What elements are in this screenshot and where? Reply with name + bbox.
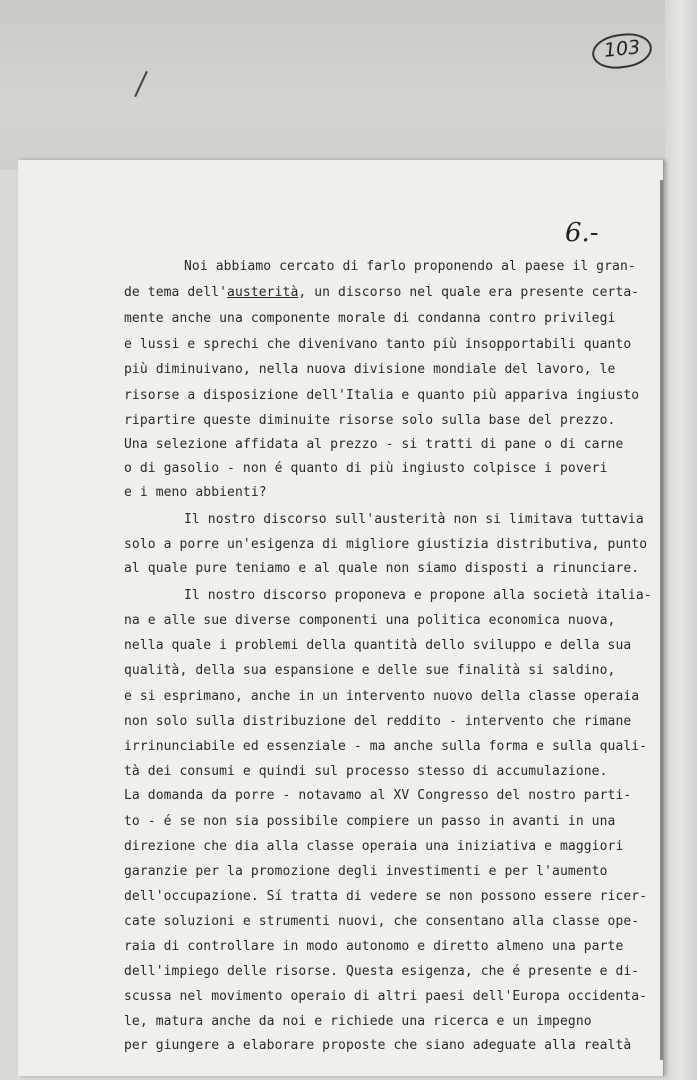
text-line: Il nostro discorso proponeva e propone alla società italia- [184, 588, 652, 603]
text-fragment: de tema dell' [124, 285, 228, 300]
text-line: direzione che dia alla classe operaia una iniziativa e maggiori [124, 839, 624, 854]
text-line: solo a porre un'esigenza di migliore giustizia distributiva, punto [124, 537, 648, 552]
text-line: ripartire queste diminuite risorse solo sulla base del prezzo. [124, 413, 616, 428]
text-line: Noi abbiamo cercato di farlo proponendo al paese il gran- [184, 259, 636, 274]
text-line: risorse a disposizione dell'Italia e quanto più appariva ingiusto [124, 388, 640, 403]
text-line [124, 285, 639, 300]
text-fragment: , un discorso nel quale era presente certa- [298, 285, 640, 300]
text-line: dell'impiego delle risorse. Questa esigenza, che é presente e di- [124, 964, 640, 979]
text-line: mente anche una componente morale di condanna contro privilegi [124, 311, 616, 326]
text-line: più diminuivano, nella nuova divisione mondiale del lavoro, le [124, 362, 616, 377]
text-line: tà dei consumi e quindi sul processo stesso di accumulazione. [124, 764, 608, 779]
page-marker: 6.- [565, 218, 599, 248]
text-line: scussa nel movimento operaio di altri paesi dell'Europa occidenta- [124, 989, 648, 1004]
text-line: Il nostro discorso sull'austerità non si limitava tuttavia [184, 512, 644, 527]
page-edge-shadow [660, 180, 663, 1060]
text-line: qualità, della sua espansione e delle sue finalità si saldino, [124, 663, 616, 678]
text-line: na e alle sue diverse componenti una politica economica nuova, [124, 613, 616, 628]
text-line: La domanda da porre - notavamo al XV Congresso del nostro parti- [124, 788, 632, 803]
underlined-word: austerità [227, 285, 299, 300]
archive-stamp-number: 103 [602, 36, 642, 62]
text-line: nella quale i problemi della quantità dello sviluppo e della sua [124, 638, 632, 653]
text-line: le, matura anche da noi e richiede una ricerca e un impegno [124, 1014, 592, 1029]
text-line: al quale pure teniamo e al quale non siamo disposti a rinunciare. [124, 561, 640, 576]
text-line: Una selezione affidata al prezzo - si tratti di pane o di carne [124, 437, 624, 452]
text-line: o di gasolio - non é quanto di più ingiusto colpisce i poveri [124, 461, 608, 476]
text-line: per giungere a elaborare proposte che siano adeguate alla realtà [124, 1038, 632, 1053]
text-line: irrinunciabile ed essenziale - ma anche sulla forma e sulla quali- [124, 739, 648, 754]
text-line: e lussi e sprechi che divenivano tanto più insopportabili quanto [124, 337, 632, 352]
text-line: dell'occupazione. Sí tratta di vedere se non possono essere ricer- [124, 889, 648, 904]
scanner-edge [665, 0, 697, 1080]
text-line: garanzie per la promozione degli investimenti e per l'aumento [124, 864, 608, 879]
text-line: cate soluzioni e strumenti nuovi, che consentano alla classe ope- [124, 914, 640, 929]
text-line: to - é se non sia possibile compiere un passo in avanti in una [124, 814, 616, 829]
text-line: e i meno abbienti? [124, 485, 267, 500]
text-line: non solo sulla distribuzione del reddito - intervento che rimane [124, 714, 632, 729]
text-line: raia di controllare in modo autonomo e diretto almeno una parte [124, 939, 624, 954]
scanner-border [0, 0, 697, 170]
text-line: e si esprimano, anche in un intervento nuovo della classe operaia [124, 689, 640, 704]
